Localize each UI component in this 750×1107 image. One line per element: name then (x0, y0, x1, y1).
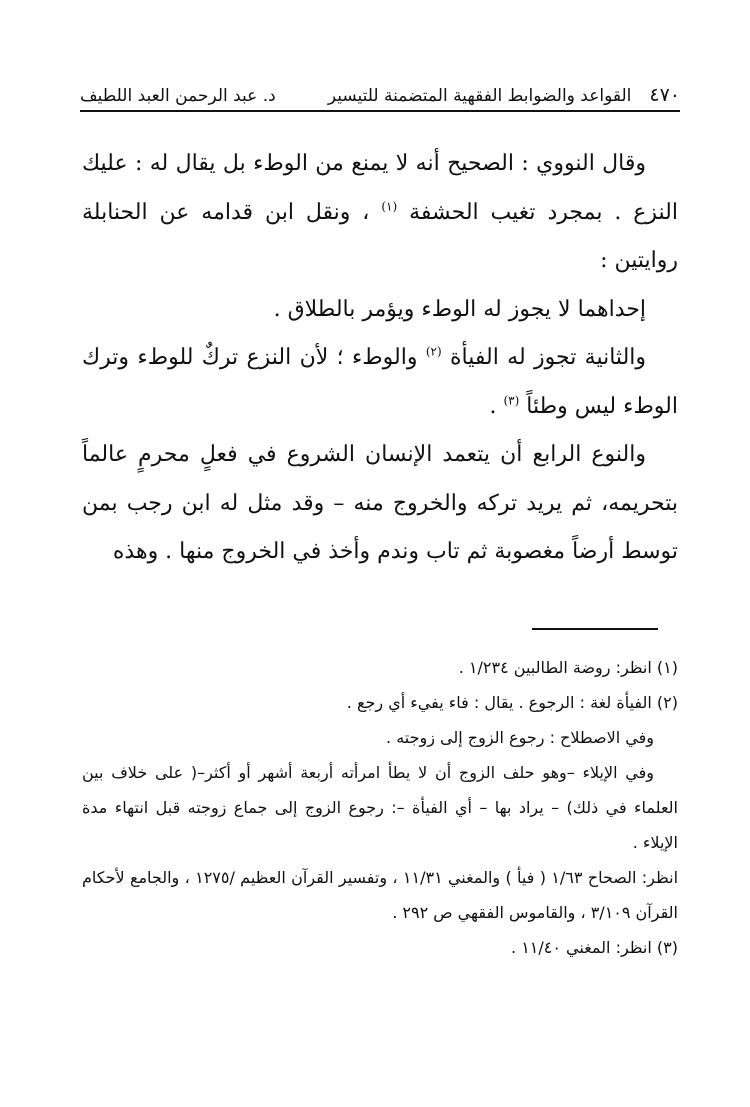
footnote-ref: (١) (381, 199, 398, 214)
text-line: وترك الوطء ليس وطئاً (82, 345, 678, 419)
text-line: ، ونقل ابن قدامه عن الحنابلة (82, 199, 370, 225)
page-number: ٤٧٠ (649, 84, 680, 106)
footnote-ref: (٢) (425, 344, 442, 359)
footnote-ref: (٣) (503, 393, 520, 408)
paragraph-4 (82, 431, 678, 577)
book-title: القواعد والضوابط الفقهية المتضمنة للتيسير (327, 86, 632, 106)
text-line: روايتين : (600, 248, 678, 273)
footnotes (82, 650, 678, 965)
main-text (82, 140, 678, 577)
text-line: والنوع الرابع أن يتعمد الإنسان الشروع في فعلٍ محرمٍ عالماً (82, 442, 646, 467)
running-header (80, 66, 680, 106)
header-divider (80, 110, 680, 112)
footnote-divider (532, 628, 658, 630)
text-line: توسط أرضاً مغصوبة ثم تاب وندم وأخذ في الخروج منها . وهذه (112, 539, 678, 564)
footnote-1: (١) انظر: روضة الطالبين ١/٢٣٤ . (458, 658, 678, 677)
text-line: والوطء ؛ لأن النزع تركٌ للوطء (137, 345, 418, 370)
paragraph-3 (82, 334, 678, 431)
text-line: والثانية تجوز له الفيأة (450, 345, 647, 370)
header-title-group (328, 84, 680, 106)
text-line: وقال النووي : الصحيح أنه لا يمنع من الوطء بل يقال له : (134, 151, 646, 176)
text-line: إحداهما لا يجوز له الوطء ويؤمر بالطلاق . (273, 296, 646, 322)
footnote-2-definition: وفي الاصطلاح : رجوع الزوج إلى زوجته . (386, 728, 654, 747)
paragraph-2 (82, 286, 678, 335)
footnote-2-ila: وفي الإيلاء –وهو حلف الزوج أن لا يطأ امرأته أربعة أشهر أو أكثر–( على خلاف بين العلماء في ذلك) – يراد بها – أي الفيأة –: رجوع الزوج إلى جماع زوجته قبل انتهاء مدة الإيلاء . (82, 763, 678, 852)
text-line: عليك النزع . بمجرد تغيب الحشفة (82, 151, 678, 225)
footnote-2-sources: انظر: الصحاح ١/٦٣ ( فيأ ) والمغني ١١/٣١ ، وتفسير القرآن العظيم /١٢٧٥ ، والجامع لأحكام القرآن ٣/١٠٩ ، والقاموس الفقهي ص ٢٩٢ . (82, 868, 679, 922)
paragraph-1 (82, 140, 678, 286)
author-name: د. عبد الرحمن العبد اللطيف (80, 86, 276, 106)
footnote-3: (٣) انظر: المغني ١١/٤٠ . (511, 938, 678, 957)
text-line: بتحريمه، ثم يريد تركه والخروج منه – وقد مثل له ابن رجب بمن (82, 490, 678, 516)
text-line: . (489, 393, 497, 419)
footnote-2: (٢) الفيأة لغة : الرجوع . يقال : فاء يفيء أي رجع . (346, 693, 678, 712)
